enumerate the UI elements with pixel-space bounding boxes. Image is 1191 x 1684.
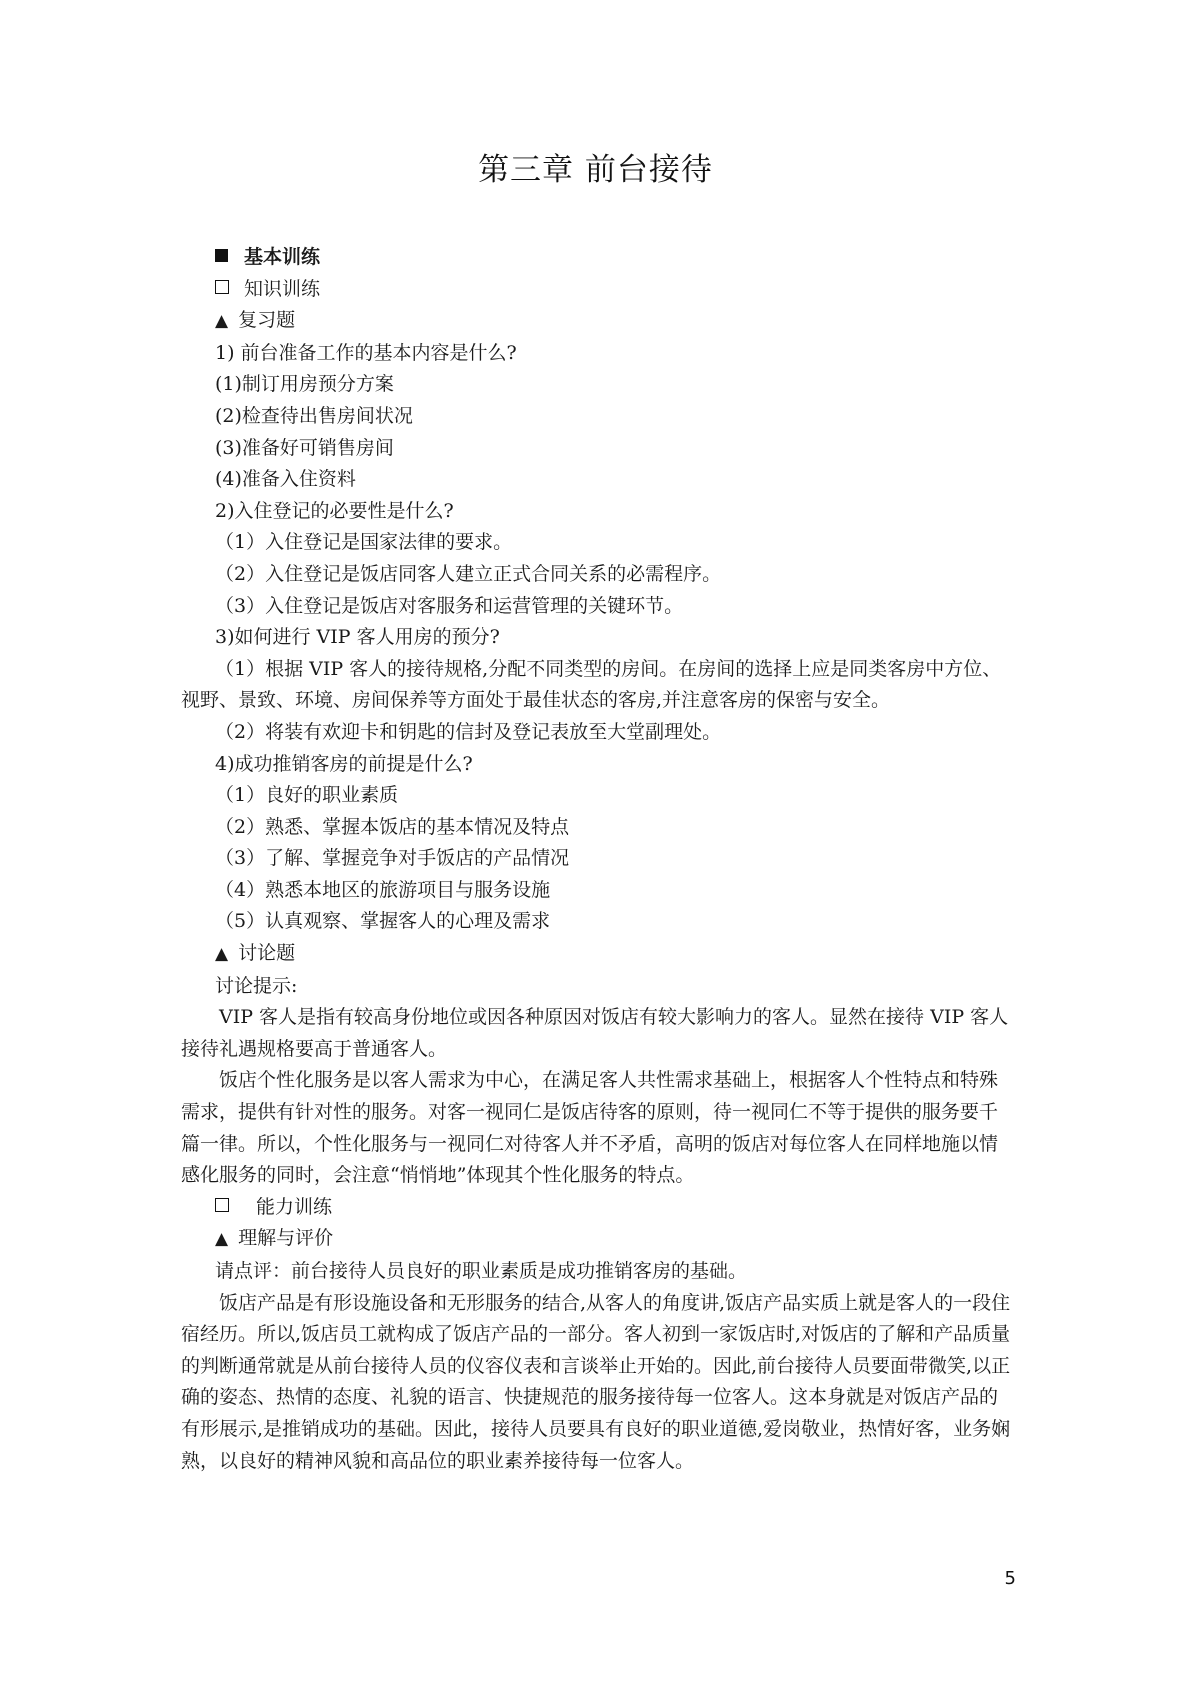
open-square-icon <box>215 1198 229 1212</box>
question-1-item-1: (1)制订用房预分方案 <box>215 373 394 396</box>
open-square-icon <box>215 280 229 294</box>
triangle-icon: ▲ <box>215 311 229 332</box>
section-discussion-questions-label: 讨论题 <box>238 942 296 965</box>
question-1-item-4: (4)准备入住资料 <box>215 468 356 491</box>
question-1-item-3: (3)准备好可销售房间 <box>215 436 394 459</box>
triangle-icon: ▲ <box>215 944 229 965</box>
section-ability-training <box>181 1192 1016 1224</box>
section-review-questions-label: 复习题 <box>238 309 296 332</box>
section-review-questions <box>181 305 1016 338</box>
question-3-item-1: （1）根据 VIP 客人的接待规格,分配不同类型的房间。在房间的选择上应是同类客房中方位、视野、景致、环境、房间保养等方面处于最佳状态的客房,并注意客房的保密与安全。 <box>181 657 1002 712</box>
page-number: 5 <box>1004 1568 1016 1589</box>
section-discussion-questions <box>181 938 1016 971</box>
page-body <box>181 242 1016 1477</box>
question-2-item-1: （1）入住登记是国家法律的要求。 <box>215 531 513 554</box>
question-4-item-3: （3）了解、掌握竞争对手饭店的产品情况 <box>215 847 570 870</box>
question-4-item-2: （2）熟悉、掌握本饭店的基本情况及特点 <box>215 815 570 838</box>
question-4: 4)成功推销客房的前提是什么? <box>215 752 473 775</box>
section-understanding-evaluation <box>181 1223 1016 1256</box>
question-4-item-5: （5）认真观察、掌握客人的心理及需求 <box>215 910 551 933</box>
chapter-title: 第三章 前台接待 <box>478 152 713 188</box>
section-understanding-evaluation-label: 理解与评价 <box>238 1227 334 1250</box>
question-4-item-1: （1）良好的职业素质 <box>215 784 399 807</box>
discussion-paragraph-2: 饭店个性化服务是以客人需求为中心，在满足客人共性需求基础上，根据客人个性特点和特殊需求，提供有针对性的服务。对客一视同仁是饭店待客的原则，待一视同仁不等于提供的服务要千篇一律。所以，个性化服务与一视同仁对待客人并不矛盾，高明的饭店对每位客人在同样地施以情感化服务的同时，会注意“悄悄地”体现其个性化服务的特点。 <box>181 1069 999 1187</box>
question-3-item-2: （2）将装有欢迎卡和钥匙的信封及登记表放至大堂副理处。 <box>215 720 722 743</box>
section-ability-training-label: 能力训练 <box>256 1195 333 1218</box>
discussion-hint: 讨论提示: <box>215 974 298 997</box>
question-2-item-2: （2）入住登记是饭店同客人建立正式合同关系的必需程序。 <box>215 562 722 585</box>
question-4-item-4: （4）熟悉本地区的旅游项目与服务设施 <box>215 878 551 901</box>
evaluation-prompt: 请点评：前台接待人员良好的职业素质是成功推销客房的基础。 <box>215 1260 748 1282</box>
discussion-paragraph-1: VIP 客人是指有较高身份地位或因各种原因对饭店有较大影响力的客人。显然在接待 VIP 客人接待礼遇规格要高于普通客人。 <box>181 1006 1009 1060</box>
filled-square-icon <box>215 249 228 262</box>
question-3: 3)如何进行 VIP 客人用房的预分? <box>215 626 500 649</box>
triangle-icon: ▲ <box>215 1229 229 1250</box>
question-2: 2)入住登记的必要性是什么? <box>215 499 454 522</box>
section-basic-training <box>181 242 1016 274</box>
question-1-item-2: (2)检查待出售房间状况 <box>215 404 413 427</box>
evaluation-paragraph-1: 饭店产品是有形设施设备和无形服务的结合,从客人的角度讲,饭店产品实质上就是客人的一段住宿经历。所以,饭店员工就构成了饭店产品的一部分。客人初到一家饭店时,对饭店的了解和产品质量的判断通常就是从前台接待人员的仪容仪表和言谈举止开始的。因此,前台接待人员要面带微笑,以正确的姿态、热情的态度、礼貌的语言、快捷规范的服务接待每一位客人。这本身就是对饭店产品的有形展示,是推销成功的基础。因此，接待人员要具有良好的职业道德,爱岗敬业，热情好客，业务娴熟，以良好的精神风貌和高品位的职业素养接待每一位客人。 <box>181 1291 1011 1472</box>
section-knowledge-training <box>181 274 1016 306</box>
question-2-item-3: （3）入住登记是饭店对客服务和运营管理的关键环节。 <box>215 594 684 617</box>
question-1: 1) 前台准备工作的基本内容是什么? <box>215 341 517 364</box>
section-basic-training-label: 基本训练 <box>244 246 321 268</box>
section-knowledge-training-label: 知识训练 <box>244 277 321 300</box>
